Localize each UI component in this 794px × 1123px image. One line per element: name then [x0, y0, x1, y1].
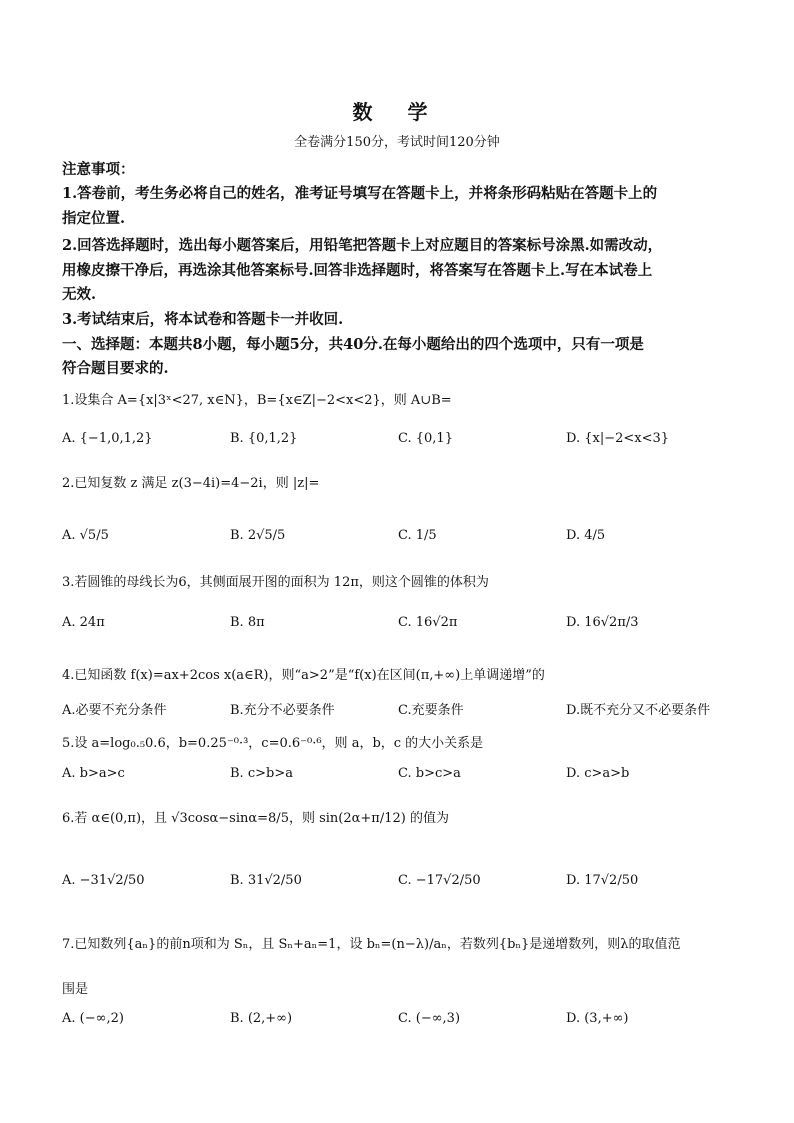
question-2-option-d: D. 4/5	[566, 528, 606, 543]
section-heading-line-2: 符合题目要求的.	[62, 360, 169, 377]
question-2-stem: 2.已知复数 z 满足 z(3−4i)=4−2i，则 |z|=	[62, 476, 320, 491]
question-6-stem: 6.若 α∈(0,π)，且 √3cosα−sinα=8/5，则 sin(2α+π/12) 的值为	[62, 811, 449, 826]
exam-subtitle: 全卷满分150分，考试时间120分钟	[294, 135, 500, 150]
question-5-option-d: D. c>a>b	[566, 766, 630, 781]
question-6-option-c: C. −17√2/50	[398, 873, 481, 888]
question-7-stem: 7.已知数列{aₙ}的前n项和为 Sₙ，且 Sₙ+aₙ=1，设 bₙ=(n−λ)/aₙ，若数列{bₙ}是递增数列，则λ的取值范	[62, 937, 681, 952]
note-3: 3.考试结束后，将本试卷和答题卡一并收回.	[62, 311, 344, 328]
question-2-option-c: C. 1/5	[398, 528, 437, 543]
question-3-option-b: B. 8π	[230, 615, 265, 630]
question-2-option-a: A. √5/5	[62, 528, 109, 543]
question-3-stem: 3.若圆锥的母线长为6，其侧面展开图的面积为 12π，则这个圆锥的体积为	[62, 575, 489, 590]
note-1-line-1: 1.答卷前，考生务必将自己的姓名，准考证号填写在答题卡上，并将条形码粘贴在答题卡上的	[62, 185, 658, 202]
notes-heading: 注意事项：	[62, 161, 135, 178]
question-1-option-a: A. {−1,0,1,2}	[62, 431, 153, 446]
page-title: 数 学	[352, 100, 442, 124]
note-2-line-3: 无效.	[62, 286, 97, 303]
question-7-option-b: B. (2,+∞)	[230, 1011, 293, 1026]
question-7-option-a: A. (−∞,2)	[62, 1011, 124, 1026]
question-5-option-c: C. b>c>a	[398, 766, 461, 781]
question-6-option-b: B. 31√2/50	[230, 873, 302, 888]
note-2-line-2: 用橡皮擦干净后，再选涂其他答案标号.回答非选择题时，将答案写在答题卡上.写在本试卷上	[62, 262, 653, 279]
question-1-option-b: B. {0,1,2}	[230, 431, 298, 446]
question-4-stem: 4.已知函数 f(x)=ax+2cos x(a∈R)，则“a>2”是“f(x)在区间(π,+∞)上单调递增”的	[62, 668, 545, 683]
question-4-option-d: D.既不充分又不必要条件	[566, 703, 711, 718]
question-3-option-c: C. 16√2π	[398, 615, 458, 630]
question-6-option-a: A. −31√2/50	[62, 873, 145, 888]
note-2-line-1: 2.回答选择题时，选出每小题答案后，用铅笔把答题卡上对应题目的答案标号涂黑.如需改动，	[62, 237, 663, 254]
question-5-stem: 5.设 a=log₀.₅0.6，b=0.25⁻⁰·³，c=0.6⁻⁰·⁶，则 a，b，c 的大小关系是	[62, 736, 484, 751]
note-1-line-2: 指定位置.	[62, 210, 126, 227]
question-6-option-d: D. 17√2/50	[566, 873, 639, 888]
question-3-option-d: D. 16√2π/3	[566, 615, 639, 630]
question-1-stem: 1.设集合 A={x|3ˣ<27, x∈N}，B={x∈Z|−2<x<2}，则 A∪B=	[62, 393, 452, 408]
question-2-option-b: B. 2√5/5	[230, 528, 286, 543]
question-4-option-b: B.充分不必要条件	[230, 703, 335, 718]
question-7-stem-continued: 围是	[62, 982, 89, 997]
section-heading-line-1: 一、选择题：本题共8小题，每小题5分，共40分.在每小题给出的四个选项中，只有一项是	[62, 336, 644, 353]
question-3-option-a: A. 24π	[62, 615, 105, 630]
question-1-option-c: C. {0,1}	[398, 431, 453, 446]
question-4-option-a: A.必要不充分条件	[62, 703, 167, 718]
question-4-option-c: C.充要条件	[398, 703, 464, 718]
question-7-option-c: C. (−∞,3)	[398, 1011, 461, 1026]
question-7-option-d: D. (3,+∞)	[566, 1011, 629, 1026]
question-1-option-d: D. {x|−2<x<3}	[566, 431, 670, 446]
question-5-option-a: A. b>a>c	[62, 766, 125, 781]
question-5-option-b: B. c>b>a	[230, 766, 293, 781]
